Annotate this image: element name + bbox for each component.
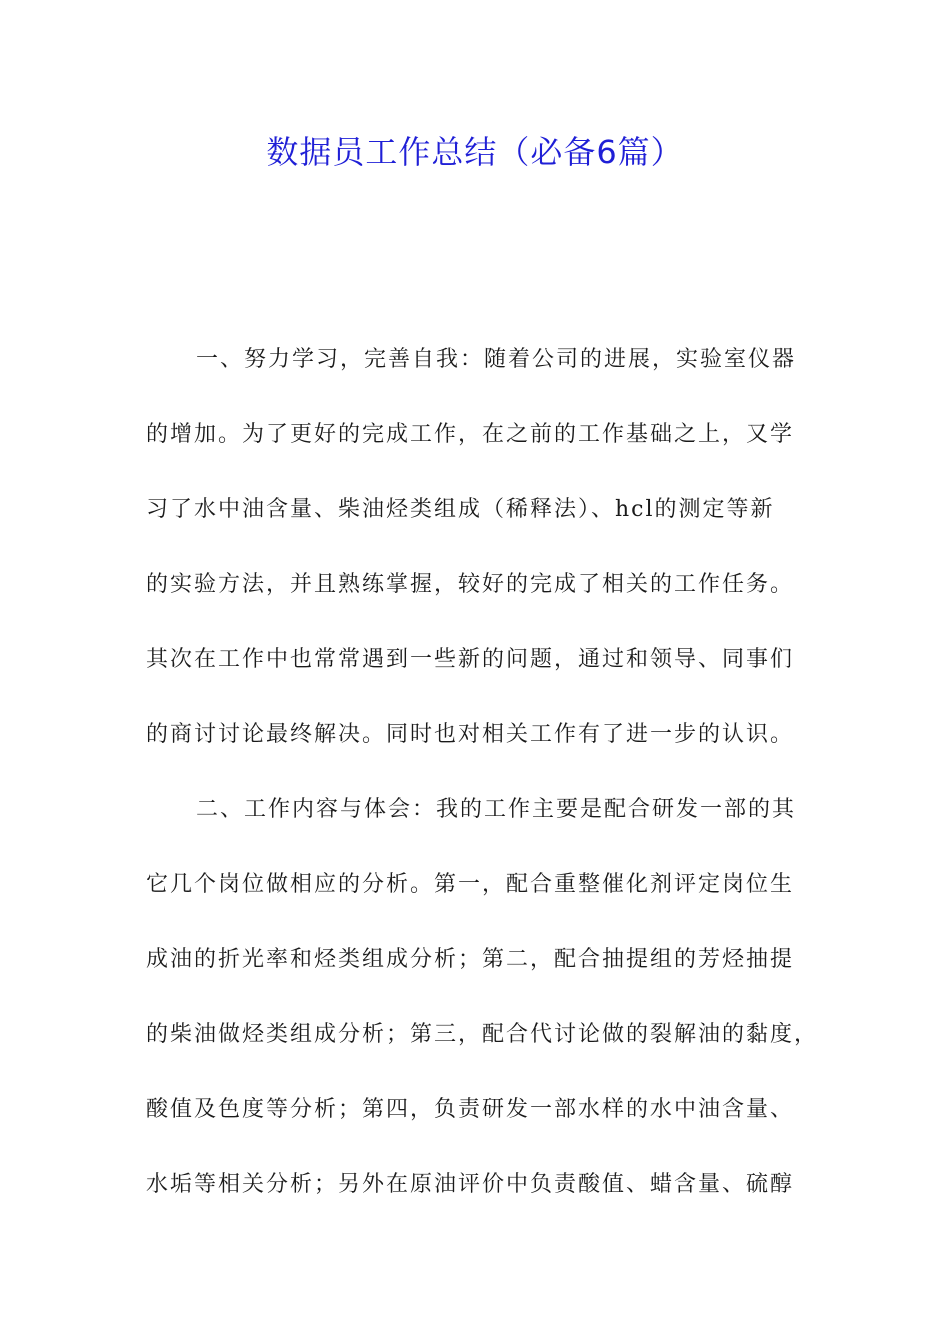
paragraph-1-line-4: 的实验方法，并且熟练掌握，较好的完成了相关的工作任务。	[146, 572, 795, 597]
paragraph-1-line-3: 习了水中油含量、柴油烃类组成（稀释法）、hcl的测定等新	[146, 497, 775, 522]
paragraph-2-line-6: 水垢等相关分析；另外在原油评价中负责酸值、蜡含量、硫醇	[146, 1172, 795, 1197]
paragraph-1-line-6: 的商讨讨论最终解决。同时也对相关工作有了进一步的认识。	[146, 722, 795, 747]
paragraph-1-line-2: 的增加。为了更好的完成工作，在之前的工作基础之上，又学	[146, 422, 795, 447]
paragraph-1-line-1: 一、努力学习，完善自我：随着公司的进展，实验室仪器	[196, 347, 797, 372]
document-title: 数据员工作总结（必备6篇）	[266, 133, 684, 171]
paragraph-1-line-5: 其次在工作中也常常遇到一些新的问题，通过和领导、同事们	[146, 647, 795, 672]
paragraph-2-line-2: 它几个岗位做相应的分析。第一，配合重整催化剂评定岗位生	[146, 872, 795, 897]
paragraph-2-line-1: 二、工作内容与体会：我的工作主要是配合研发一部的其	[196, 797, 797, 822]
paragraph-2-line-4: 的柴油做烃类组成分析；第三，配合代讨论做的裂解油的黏度，	[146, 1022, 819, 1047]
paragraph-2-line-5: 酸值及色度等分析；第四，负责研发一部水样的水中油含量、	[146, 1097, 795, 1122]
paragraph-2-line-3: 成油的折光率和烃类组成分析；第二，配合抽提组的芳烃抽提	[146, 947, 795, 972]
